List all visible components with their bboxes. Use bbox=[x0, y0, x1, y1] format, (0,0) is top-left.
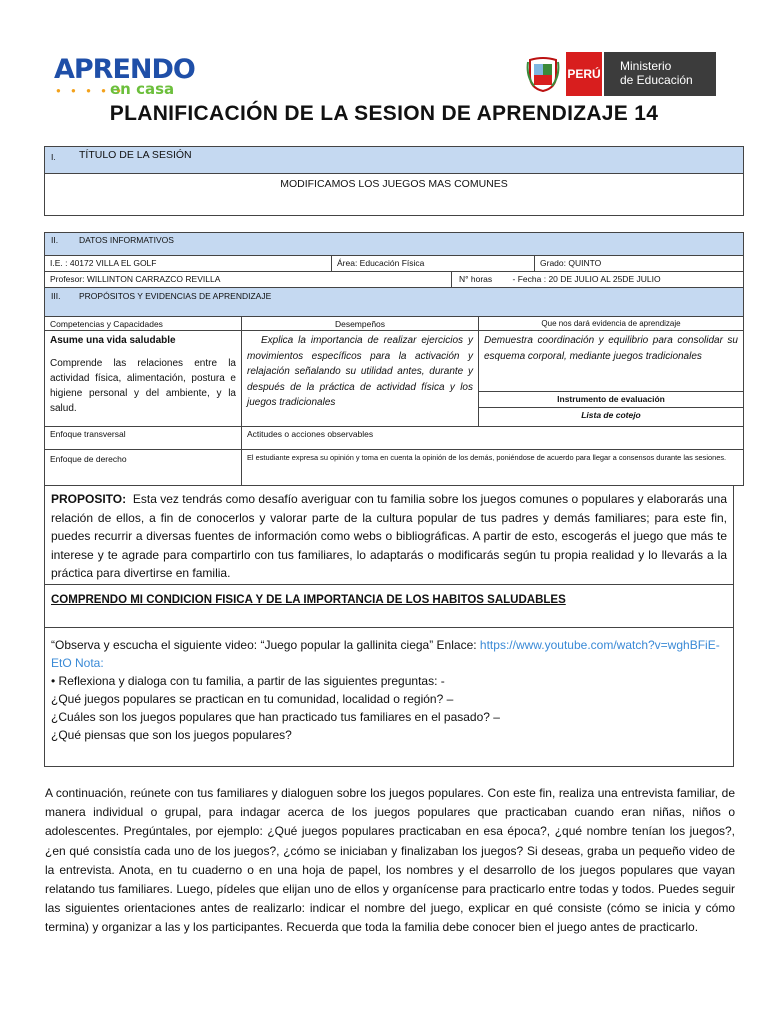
col1-header bbox=[44, 316, 242, 331]
session-title: MODIFICAMOS LOS JUEGOS MAS COMUNES bbox=[280, 178, 508, 190]
desempeno-cell bbox=[241, 330, 479, 427]
actitudes-cell bbox=[241, 426, 744, 450]
section1-body bbox=[44, 173, 744, 216]
enfoque-transversal-cell bbox=[44, 426, 242, 450]
video-intro: “Observa y escucha el siguiente video: “Juego popular la gallinita ciega” Enlace: bbox=[51, 638, 480, 652]
video-intro-line bbox=[51, 636, 721, 672]
area-cell bbox=[331, 255, 535, 272]
actitudes-text: Actitudes o acciones observables bbox=[247, 429, 374, 439]
final-paragraph: A continuación, reúnete con tus familiares y dialoguen sobre los juegos populares. Con este fin, realiza una entrevista familiar, de manera individual o grupal, para indagar acerca de los juegos populares que practicaban cuando eran niñas, niños o adolescentes. Pregúntales, por ejemplo: ¿Qué juegos populares practicaban en esa época?, ¿qué nombre tenían los juegos?, ¿en qué consistía cada uno de los juegos?, ¿cómo se iniciaban y finalizaban los juegos? Si deseas, graba un pequeño video de la entrevista. Anota, en tu cuaderno o en una hoja de papel, los nombres y el desarrollo de los juegos populares que vayan relatando tus familiares. Luego, pídeles que elijan uno de ellos y organícense para practicarlo entre todas y todos. Puedes seguir las siguientes orientaciones antes de realizarlo: indicar el nombre del juego, explicar en qué consiste (cómo se inicia y cómo termina) y organizar a las y los participantes. Recuerda que toda la familia debe conocer bien el juego antes de practicarlo. bbox=[45, 786, 735, 935]
derecho-text: El estudiante expresa su opinión y toma en cuenta la opinión de los demás, poniéndose de acuerdo para llegar a consensos durante las sesiones. bbox=[247, 453, 727, 462]
comprendo-box bbox=[44, 584, 734, 628]
section1-heading: TÍTULO DE LA SESIÓN bbox=[79, 149, 192, 161]
ministerio-line2: de Educación bbox=[620, 73, 693, 87]
col3-header-text: Que nos dará evidencia de aprendizaje bbox=[541, 319, 681, 328]
proposito-box bbox=[44, 485, 734, 585]
competencia-cell bbox=[44, 330, 242, 427]
enfoque-derecho-text: Enfoque de derecho bbox=[50, 454, 127, 464]
section1-number: I. bbox=[51, 152, 56, 162]
desempeno-text: Explica la importancia de realizar ejercicios y movimientos específicos para la activación y relajación señalando su utilidad antes, durante y después de la práctica de actividad física y los juegos tradicionales bbox=[247, 335, 473, 408]
grado-cell bbox=[534, 255, 744, 272]
video-box bbox=[44, 627, 734, 767]
enfoque-derecho-cell bbox=[44, 449, 242, 486]
question-1: ¿Qué juegos populares se practican en tu comunidad, localidad o región? – bbox=[51, 692, 454, 706]
col2-header-text: Desempeños bbox=[334, 319, 386, 329]
peru-label: PERÚ bbox=[566, 52, 602, 96]
aprendo-dots: ● ● ● ● ● bbox=[56, 86, 126, 95]
section3-number: III. bbox=[51, 291, 61, 301]
enfoque-transversal-text: Enfoque transversal bbox=[50, 429, 126, 439]
col1-header-text: Competencias y Capacidades bbox=[50, 319, 163, 329]
section2-heading: DATOS INFORMATIVOS bbox=[79, 235, 174, 245]
instrumento-header-text: Instrumento de evaluación bbox=[557, 394, 665, 404]
section3-header bbox=[44, 287, 744, 317]
ministerio-line1: Ministerio bbox=[620, 59, 672, 73]
area-value: Área: Educación Física bbox=[337, 258, 425, 268]
ie-cell bbox=[44, 255, 332, 272]
fecha-cell bbox=[451, 271, 744, 288]
question-2: ¿Cuáles son los juegos populares que han practicado tus familiares en el pasado? – bbox=[51, 710, 500, 724]
question-3: ¿Qué piensas que son los juegos populares? bbox=[51, 728, 292, 742]
competencia-title: Asume una vida saludable bbox=[50, 335, 176, 346]
instrumento-text: Lista de cotejo bbox=[581, 410, 641, 420]
profesor-cell bbox=[44, 271, 452, 288]
aprendo-sub: en casa bbox=[110, 80, 175, 98]
page-title: PLANIFICACIÓN DE LA SESION DE APRENDIZAJE 14 bbox=[109, 102, 659, 125]
proposito-text: Esta vez tendrás como desafío averiguar con tu familia sobre los juegos comunes o populares y elaborarás una relación de ellos, a fin de conocerlos y valorar parte de la cultura popular de tus padres y demás familiares; para este fin, puedes recurrir a diversas fuentes de información como webs o bibliográficas. A partir de esto, escogerás el juego que más te interese y te agrade para compartirlo con tus familiares, lo adaptarás o modificarás según tu propia realidad y lo llevarás a la práctica para divertirse en familia. bbox=[51, 492, 728, 580]
section1-header bbox=[44, 146, 744, 174]
aprendo-en-casa-logo bbox=[46, 54, 195, 100]
profesor-value: Profesor: WILLINTON CARRAZCO REVILLA bbox=[50, 274, 221, 284]
evidencia-text: Demuestra coordinación y equilibrio para consolidar su esquema corporal, mediante juegos tradicionales bbox=[484, 335, 738, 362]
section2-header bbox=[44, 232, 744, 256]
proposito-text-block bbox=[51, 490, 727, 583]
instrumento-cell bbox=[478, 407, 744, 427]
grado-value: Grado: QUINTO bbox=[540, 258, 602, 268]
comprendo-heading: COMPRENDO MI CONDICION FISICA Y DE LA IMPORTANCIA DE LOS HABITOS SALUDABLES bbox=[51, 594, 566, 606]
minedu-logo bbox=[526, 52, 716, 96]
video-block bbox=[51, 636, 721, 744]
reflexiona-bullet: • Reflexiona y dialoga con tu familia, a partir de las siguientes preguntas: - bbox=[51, 674, 445, 688]
peru-shield-icon bbox=[526, 56, 560, 92]
section2-number: II. bbox=[51, 235, 59, 245]
evidencia-cell bbox=[478, 330, 744, 392]
instrumento-header bbox=[478, 391, 744, 408]
ie-value: I.E. : 40172 VILLA EL GOLF bbox=[50, 258, 157, 268]
ministerio-label bbox=[604, 52, 716, 96]
video-link[interactable]: https://www.youtube.com/watch?v=wghBFiE-EtO Nota: bbox=[51, 638, 720, 670]
fecha-value: - Fecha : 20 DE JULIO AL 25DE JULIO bbox=[512, 274, 661, 284]
competencia-text: Comprende las relaciones entre la actividad física, alimentación, postura e higiene personal y del ambiente, y la salud. bbox=[50, 358, 236, 414]
aprendo-word: APRENDO bbox=[54, 54, 195, 85]
col2-header bbox=[241, 316, 479, 331]
proposito-label: PROPOSITO: bbox=[51, 492, 127, 506]
col3-header bbox=[478, 316, 744, 331]
derecho-cell bbox=[241, 449, 744, 486]
horas-label: N° horas bbox=[459, 274, 493, 284]
section3-heading: PROPÓSITOS Y EVIDENCIAS DE APRENDIZAJE bbox=[79, 291, 272, 301]
